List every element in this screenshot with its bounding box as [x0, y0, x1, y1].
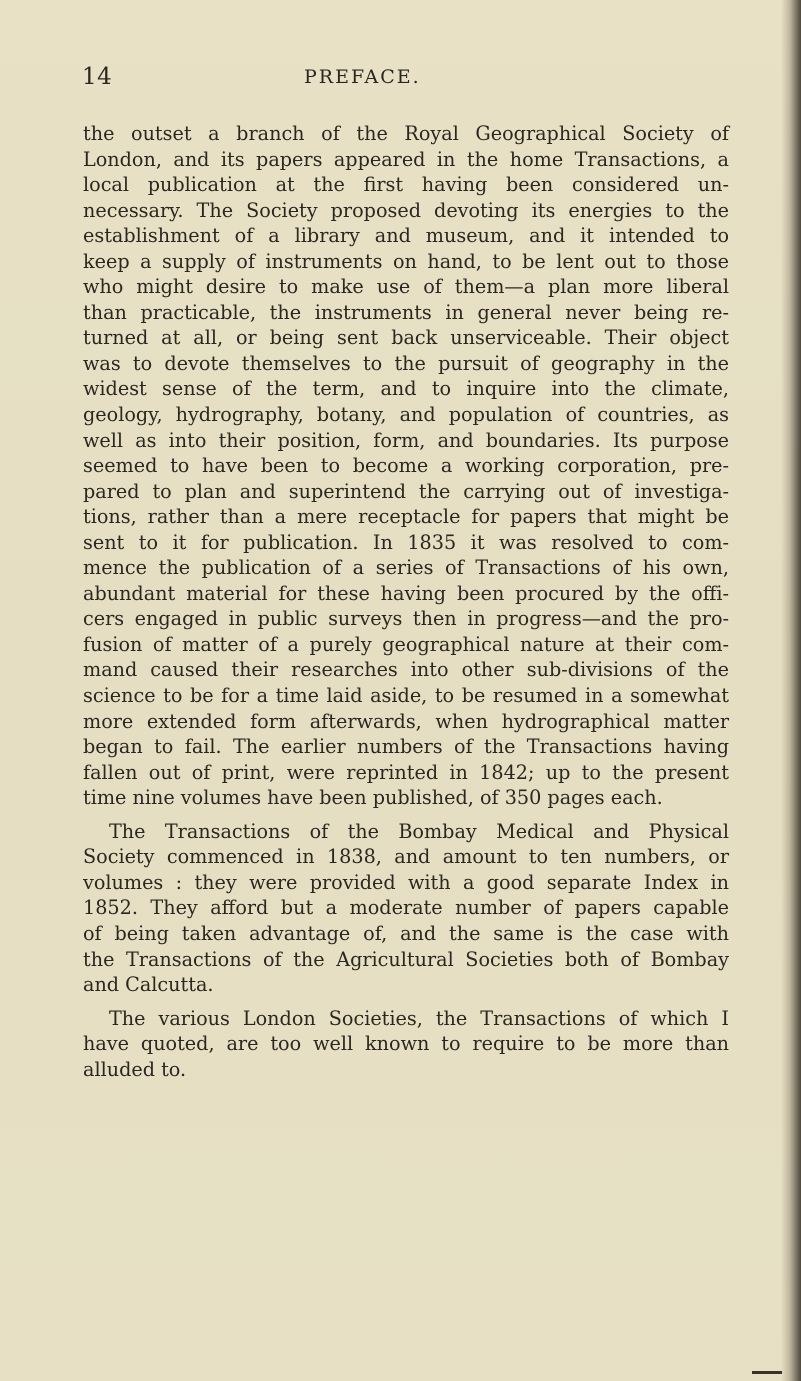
paragraph-3 [83, 1006, 729, 1083]
text-line: cers engaged in public surveys then in progress—and the pro- [83, 607, 729, 631]
text-line: of being taken advantage of, and the same is the case with [83, 921, 729, 945]
paragraph-2 [83, 819, 729, 998]
text-line: sent to it for publication. In 1835 it was resolved to com- [83, 530, 729, 554]
text-line: tions, rather than a mere receptacle for papers that might be [83, 505, 729, 529]
text-line: alluded to. [83, 1057, 187, 1081]
text-line: mand caused their researches into other sub-divisions of the [83, 658, 729, 682]
text-line: geology, hydrography, botany, and population of countries, as [83, 403, 729, 427]
text-line: seemed to have been to become a working corporation, pre- [83, 454, 729, 478]
text-line: have quoted, are too well known to require to be more than [83, 1032, 729, 1056]
text-line: than practicable, the instruments in general never being re- [83, 300, 729, 324]
text-line: and Calcutta. [83, 973, 214, 997]
text-line: well as into their position, form, and boundaries. Its purpose [83, 428, 729, 452]
text-line: who might desire to make use of them—a plan more liberal [83, 275, 729, 299]
text-line: the outset a branch of the Royal Geographical Society of [83, 122, 729, 145]
text-line: local publication at the first having been considered un- [83, 173, 729, 197]
text-line: science to be for a time laid aside, to be resumed in a somewhat [83, 684, 729, 708]
paragraph-1 [83, 121, 729, 811]
text-line: establishment of a library and museum, and it intended to [83, 224, 729, 248]
text-line: fusion of matter of a purely geographical nature at their com- [83, 632, 729, 656]
paragraph-gap [83, 811, 729, 819]
text-line: The various London Societies, the Transactions of which I [109, 1006, 729, 1030]
text-line: necessary. The Society proposed devoting its energies to the [83, 198, 729, 222]
text-line: 1852. They afford but a moderate number of papers capable [83, 896, 729, 920]
text-line: time nine volumes have been published, of 350 pages each. [83, 786, 663, 810]
text-line: pared to plan and superintend the carrying out of investiga- [83, 479, 729, 503]
text-line: The Transactions of the Bombay Medical and Physical [109, 819, 729, 843]
text-line: was to devote themselves to the pursuit of geography in the [83, 351, 729, 375]
text-line: volumes : they were provided with a good separate Index in [83, 870, 729, 894]
text-line: mence the publication of a series of Transactions of his own, [83, 556, 729, 580]
text-line: began to fail. The earlier numbers of the Transactions having [83, 735, 729, 759]
page-edge-mark [752, 1371, 782, 1374]
text-line: fallen out of print, were reprinted in 1842; up to the present [83, 760, 729, 784]
running-head: PREFACE. [304, 66, 421, 88]
page-number: 14 [82, 64, 113, 90]
text-line: Society commenced in 1838, and amount to ten numbers, or [83, 845, 729, 869]
page-edge-shadow [781, 0, 801, 1381]
text-line: keep a supply of instruments on hand, to be lent out to those [83, 249, 729, 273]
text-line: abundant material for these having been procured by the offi- [83, 581, 729, 605]
text-line: more extended form afterwards, when hydrographical matter [83, 709, 729, 733]
text-line: London, and its papers appeared in the home Transactions, a [83, 147, 729, 171]
text-line: turned at all, or being sent back unserviceable. Their object [83, 326, 729, 350]
body-text [83, 121, 729, 1082]
paragraph-gap [83, 998, 729, 1006]
text-line: widest sense of the term, and to inquire into the climate, [83, 377, 729, 401]
text-line: the Transactions of the Agricultural Societies both of Bombay [83, 947, 729, 971]
